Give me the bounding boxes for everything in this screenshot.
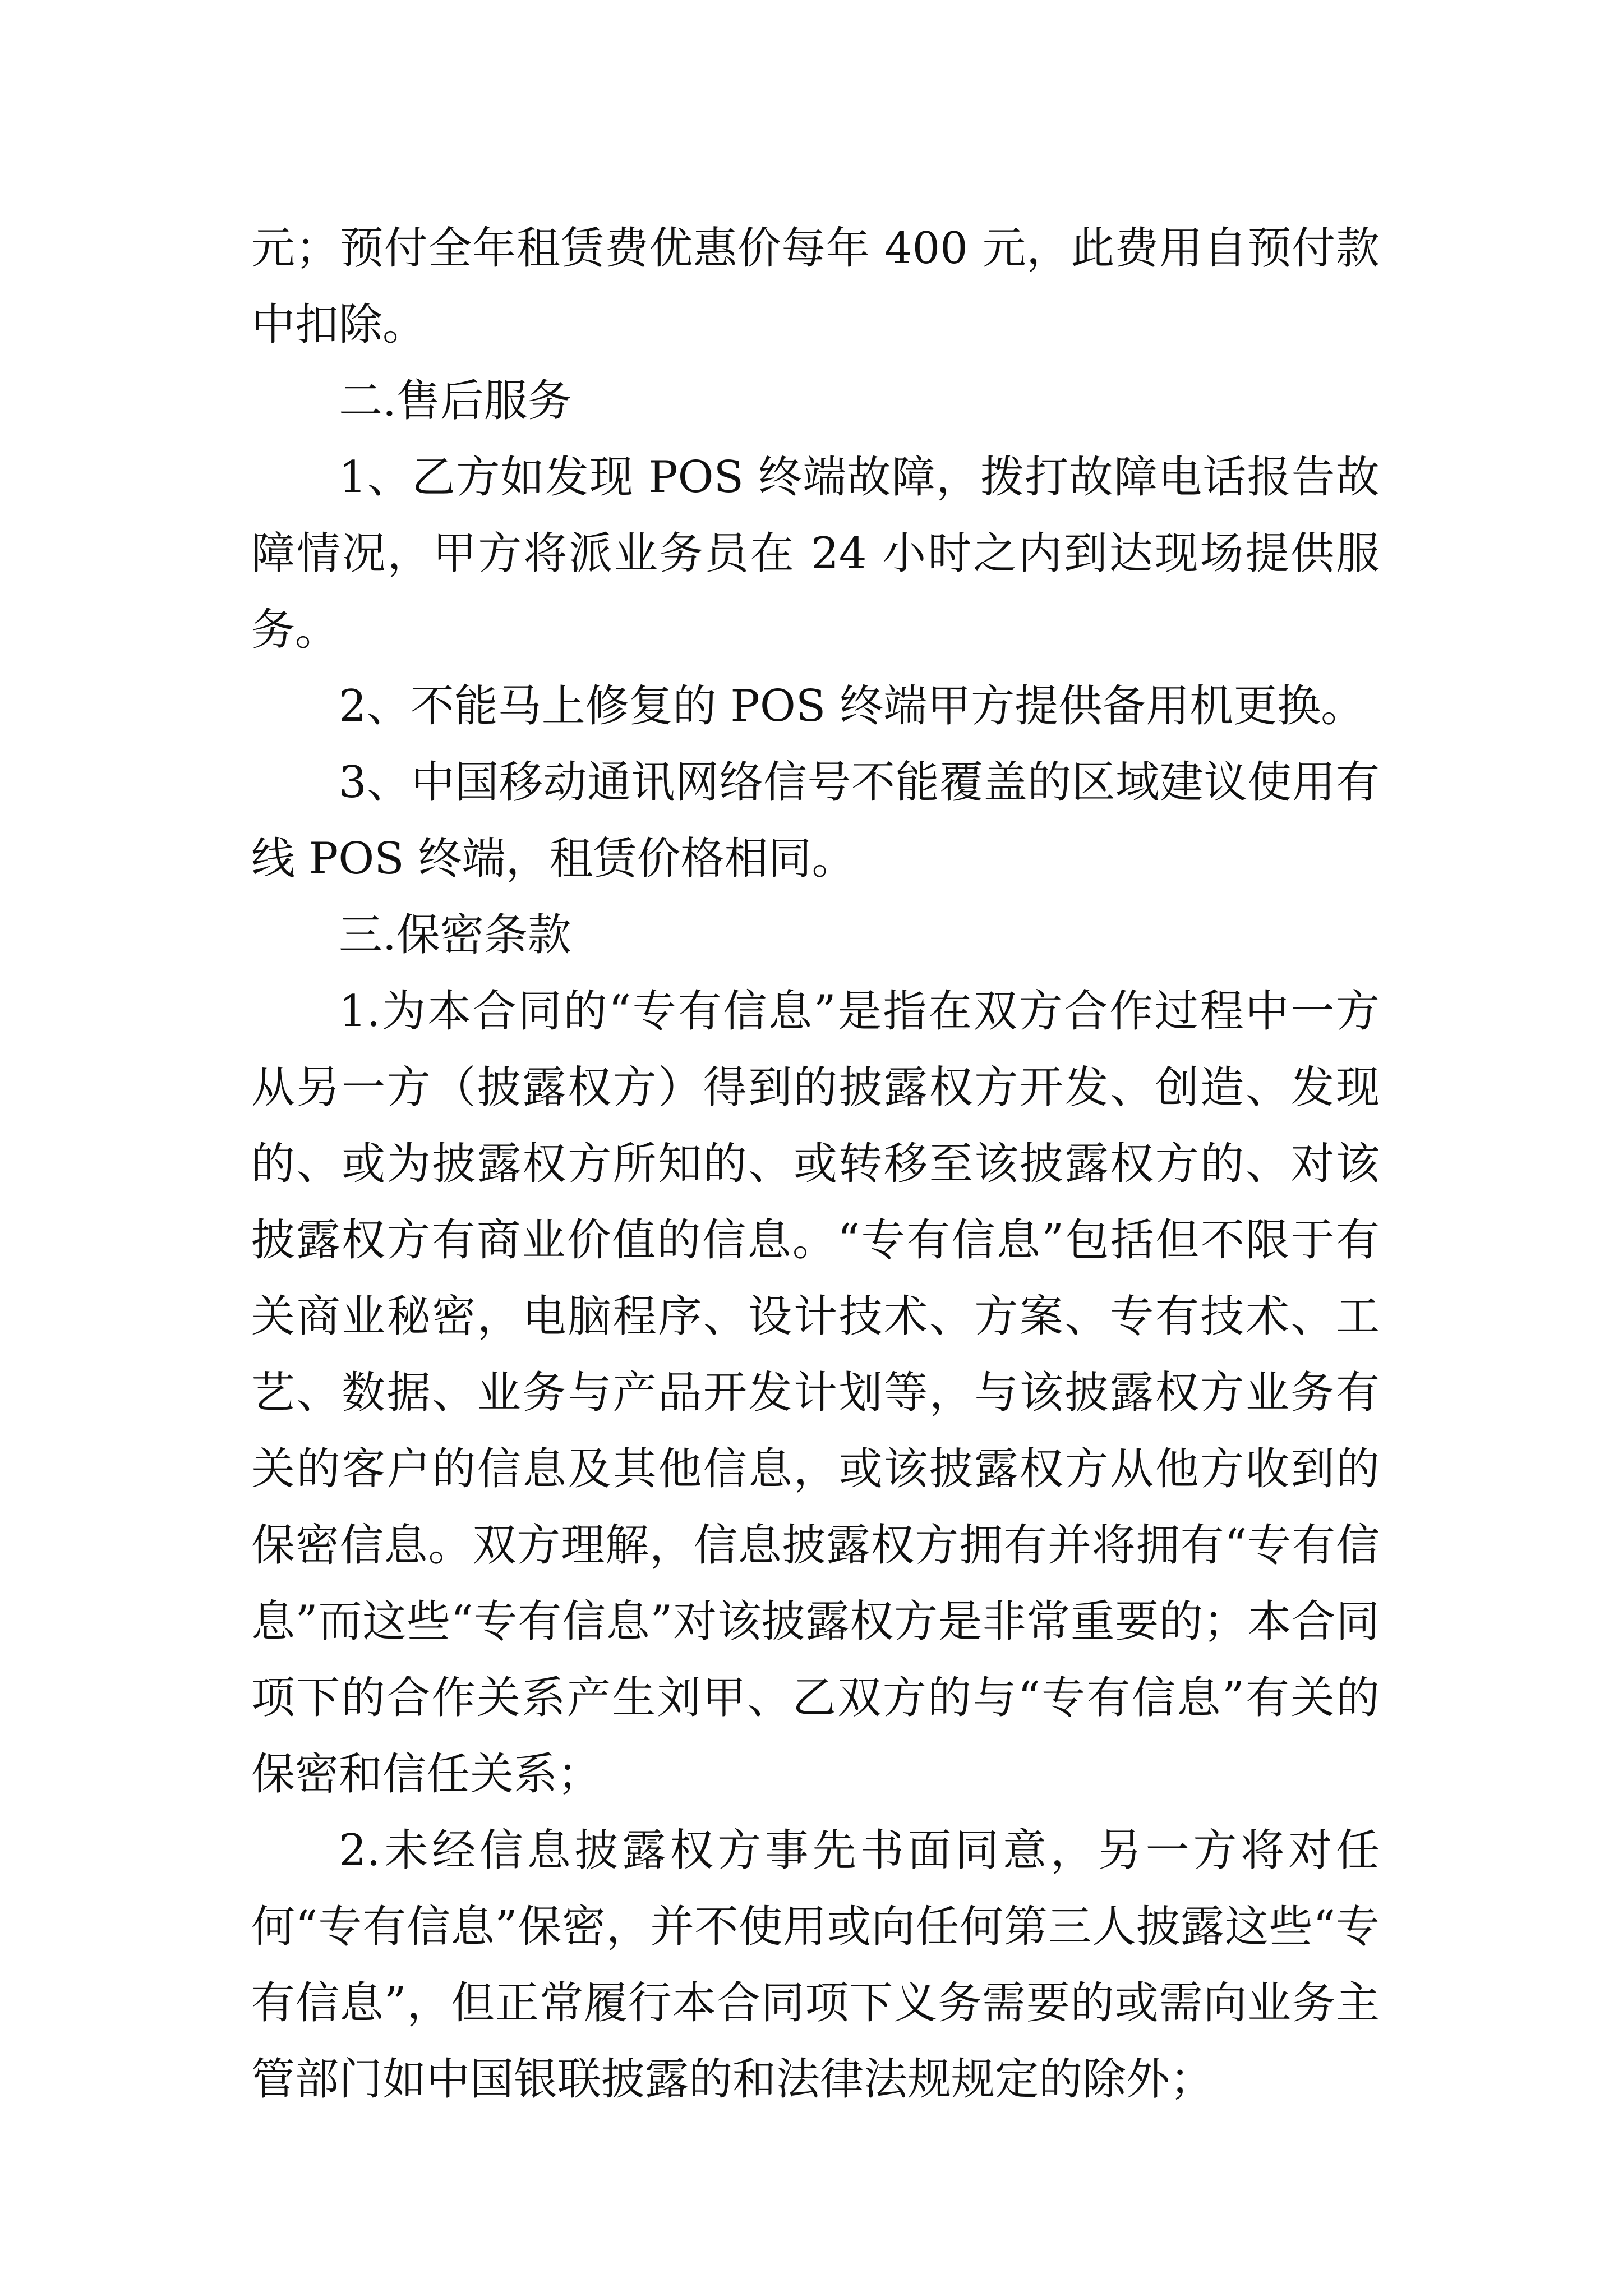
paragraph-after-sales-2: 2、不能马上修复的 POS 终端甲方提供备用机更换。 [339, 681, 1365, 731]
section-heading-confidentiality: 三.保密条款 [339, 910, 571, 960]
paragraph-continuation: 元；预付全年租赁费优惠价每年 400 元，此费用自预付款中扣除。 [251, 223, 1380, 350]
paragraph-confidentiality-2: 2.未经信息披露权方事先书面同意，另一方将对任何“专有信息”保密，并不使用或向任何第三人披露这些“专有信息”，但正常履行本合同项下义务需要的或需向业务主管部门如中国银联披露的和法律法规规定的除外； [251, 1825, 1380, 2105]
document-page [251, 210, 1380, 2118]
paragraph-confidentiality-1: 1.为本合同的“专有信息”是指在双方合作过程中一方从另一方（披露权方）得到的披露权方开发、创造、发现的、或为披露权方所知的、或转移至该披露权方的、对该披露权方有商业价值的信息。“专有信息”包括但不限于有关商业秘密，电脑程序、设计技术、方案、专有技术、工艺、数据、业务与产品开发计划等，与该披露权方业务有关的客户的信息及其他信息，或该披露权方从他方收到的保密信息。双方理解，信息披露权方拥有并将拥有“专有信息”而这些“专有信息”对该披露权方是非常重要的；本合同项下的合作关系产生刘甲、乙双方的与“专有信息”有关的保密和信任关系； [251, 986, 1380, 1800]
paragraph-after-sales-3: 3、中国移动通讯网络信号不能覆盖的区域建议使用有线 POS 终端，租赁价格相同。 [251, 757, 1380, 884]
paragraph-after-sales-1: 1、乙方如发现 POS 终端故障，拨打故障电话报告故障情况，甲方将派业务员在 24 小时之内到达现场提供服务。 [251, 452, 1380, 655]
section-heading-after-sales: 二.售后服务 [339, 376, 571, 426]
